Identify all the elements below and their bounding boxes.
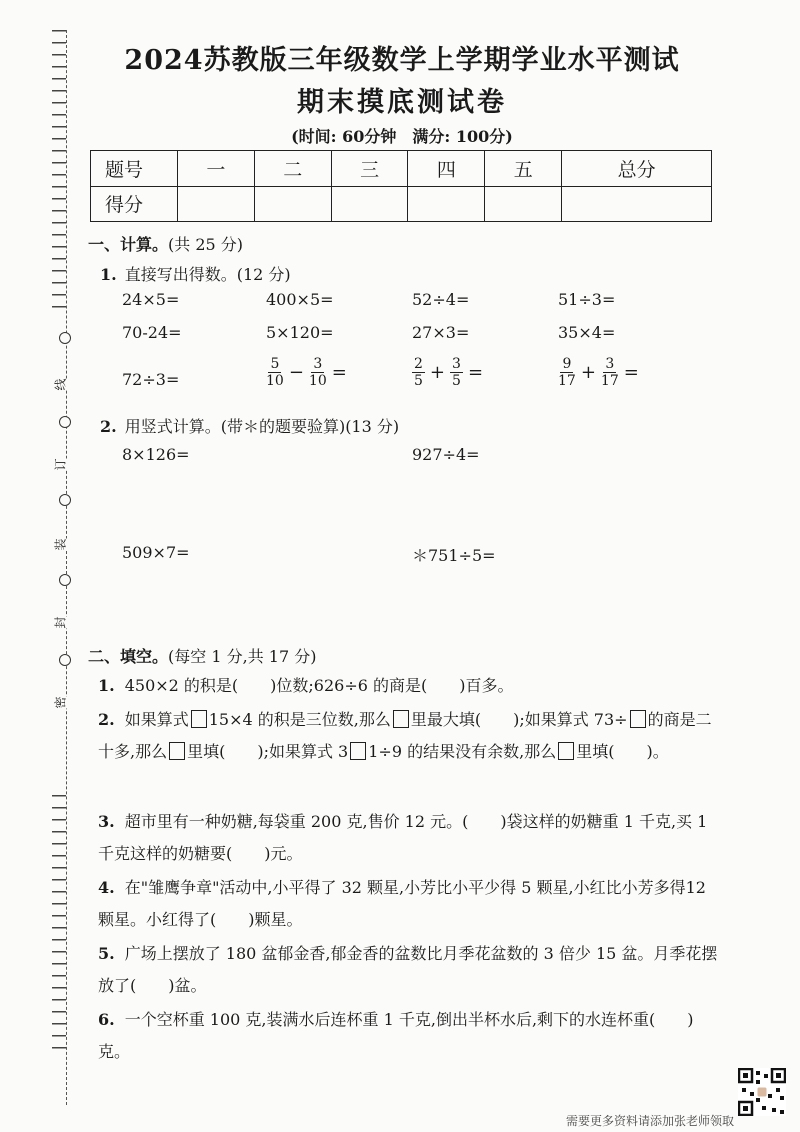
blank-box (350, 742, 366, 760)
fraction: $\frac{2}{5}$ (414, 356, 423, 389)
question-text: 用竖式计算。(带＊的题要验算)(13 分) (124, 417, 400, 436)
fraction-expression: $\frac{2}{5}$ + $\frac{3}{5}$ = (414, 356, 484, 389)
calc-item: 5×120= (266, 323, 334, 342)
calc-item: 72÷3= (122, 370, 180, 389)
binding-hole-circle (59, 654, 71, 666)
binding-label-ding: 订 (53, 458, 68, 471)
fraction: $\frac{9}{17}$ (558, 356, 576, 389)
question-text: 直接写出得数。(12 分) (124, 265, 291, 284)
vertical-calc-item: 8×126= (122, 445, 190, 464)
blank-box (169, 742, 185, 760)
binding-cut-line (66, 30, 67, 1105)
score-col-total: 总分 (562, 151, 712, 187)
binding-label-mi: 密 (53, 696, 68, 709)
section-1-heading (88, 232, 243, 255)
section-1-points: (共 25 分) (168, 235, 244, 254)
vertical-calc-item: 509×7= (122, 543, 190, 562)
fill-question-5: 5. 广场上摆放了 180 盆郁金香,郁金香的盆数比月季花盆数的 3 倍少 15 盆。月季花摆放了( )盆。 (98, 944, 718, 995)
fill-question-6: 6. 一个空杯重 100 克,装满水后连杯重 1 千克,倒出半杯水后,剩下的水连杯重( )克。 (98, 1010, 694, 1061)
score-table-score-row (91, 186, 712, 222)
qr-code-icon (738, 1068, 786, 1116)
blank-box (191, 710, 207, 728)
score-row-label: 得分 (91, 186, 178, 222)
binding-ruling-bottom (52, 795, 66, 1055)
score-cell[interactable] (485, 186, 562, 222)
blank-box (393, 710, 409, 728)
fraction-expression: $\frac{9}{17}$ + $\frac{3}{17}$ = (558, 356, 639, 389)
fill-question-4: 4. 在"雏鹰争章"活动中,小平得了 32 颗星,小芳比小平少得 5 颗星,小红比小芳多得12 颗星。小红得了( )颗星。 (98, 878, 706, 929)
score-col-1: 一 (178, 151, 255, 187)
blank-box (630, 710, 646, 728)
vertical-calc-item: 927÷4= (412, 445, 480, 464)
score-cell[interactable] (178, 186, 255, 222)
exam-time-info: (时间: 60分钟 满分: 100分) (291, 127, 513, 146)
footer-note: 需要更多资料请添加张老师领取 (566, 1114, 735, 1128)
binding-hole-circle (59, 574, 71, 586)
fraction-expression: $\frac{5}{10}$ − $\frac{3}{10}$ = (266, 356, 347, 389)
section-2-heading (88, 644, 316, 667)
question-1-1 (100, 262, 291, 285)
score-col-3: 三 (331, 151, 408, 187)
vertical-calc-item: ＊751÷5= (412, 546, 496, 565)
question-1-2 (100, 414, 399, 437)
question-number: 1. (100, 265, 117, 284)
score-cell[interactable] (254, 186, 331, 222)
binding-margin (0, 0, 80, 1132)
calc-item: 51÷3= (558, 290, 616, 309)
binding-hole-circle (59, 416, 71, 428)
fraction: $\frac{3}{17}$ (600, 356, 619, 389)
blank-box (558, 742, 574, 760)
score-row-label: 题号 (91, 151, 178, 187)
calc-item: 35×4= (558, 323, 616, 342)
binding-label-feng: 封 (53, 616, 68, 629)
score-cell[interactable] (331, 186, 408, 222)
calc-item: 27×3= (412, 323, 470, 342)
score-col-2: 二 (254, 151, 331, 187)
exam-subtitle: 期末摸底测试卷 (297, 87, 507, 118)
fill-question-1: 1. 450×2 的积是( )位数;626÷6 的商是( )百多。 (98, 676, 514, 695)
section-2-title: 二、填空。 (88, 647, 169, 666)
fraction: $\frac{3}{10}$ (308, 356, 327, 389)
score-col-4: 四 (408, 151, 485, 187)
calc-item: 400×5= (266, 290, 334, 309)
calc-item: 52÷4= (412, 290, 470, 309)
fraction: $\frac{5}{10}$ (266, 356, 284, 389)
fill-question-2: 2. 如果算式 15×4 的积是三位数,那么 里最大填( );如果算式 73÷ 的商是二十多,那么 里填( );如果算式 3 1÷9 的结果没有余数,那么 里填( )。 (98, 710, 712, 761)
score-cell[interactable] (408, 186, 485, 222)
score-table-header-row (91, 151, 712, 187)
question-number: 2. (100, 417, 117, 436)
binding-label-zhuang: 装 (53, 538, 68, 551)
exam-title: 2024苏教版三年级数学上学期学业水平测试 (124, 45, 680, 76)
fraction: $\frac{3}{5}$ (452, 356, 461, 389)
score-table (90, 150, 712, 222)
calc-item: 24×5= (122, 290, 180, 309)
binding-hole-circle (59, 332, 71, 344)
score-cell[interactable] (562, 186, 712, 222)
score-col-5: 五 (485, 151, 562, 187)
calc-item: 70-24= (122, 323, 182, 342)
binding-hole-circle (59, 494, 71, 506)
binding-ruling-top (52, 30, 66, 310)
fill-question-3: 3. 超市里有一种奶糖,每袋重 200 克,售价 12 元。( )袋这样的奶糖重 1 千克,买 1 千克这样的奶糖要( )元。 (98, 812, 708, 863)
section-1-title: 一、计算。 (88, 235, 169, 254)
binding-label-xian: 线 (53, 378, 68, 391)
section-2-points: (每空 1 分,共 17 分) (168, 647, 317, 666)
